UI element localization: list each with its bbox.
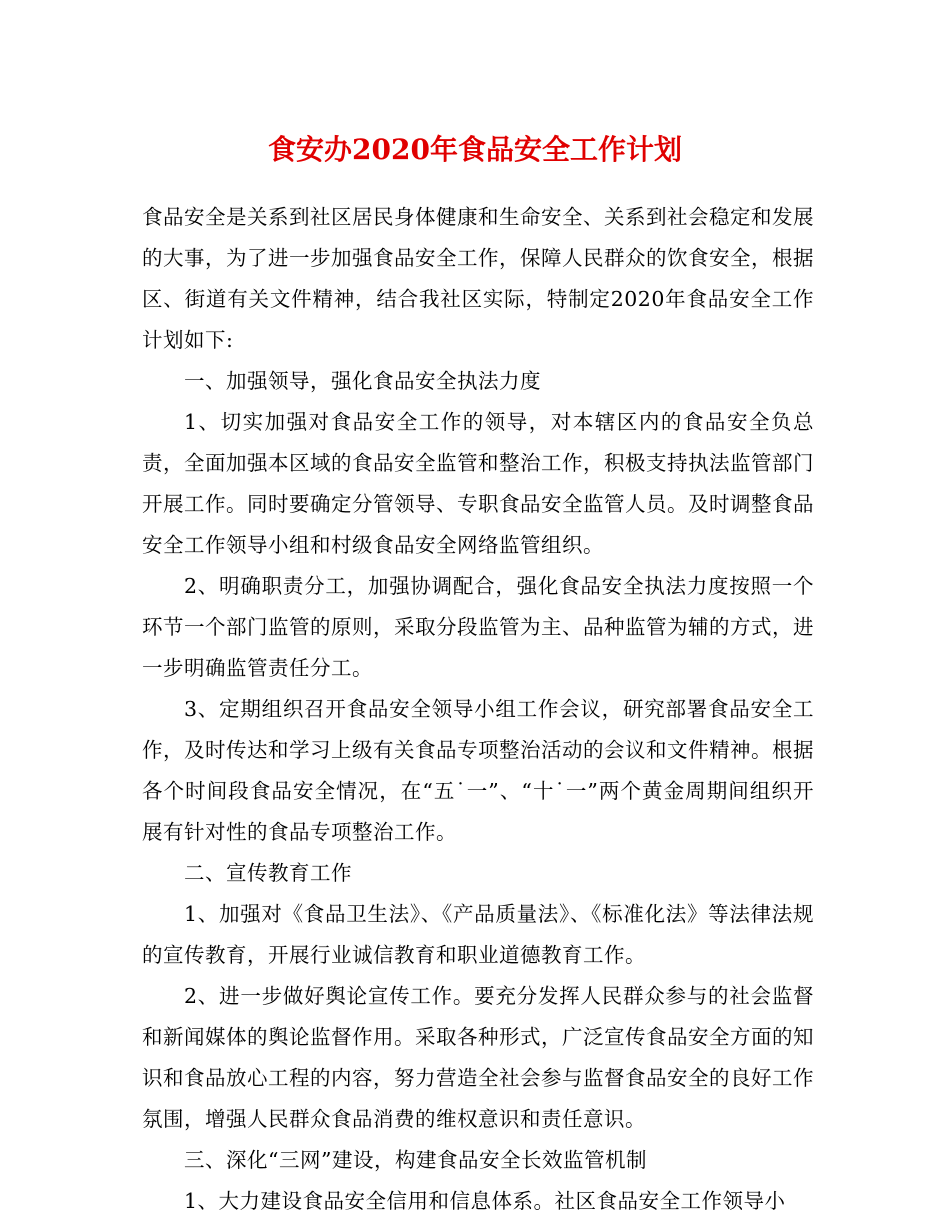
paragraph-1-2: 2、明确职责分工，加强协调配合，强化食品安全执法力度按照一个环节一个部门监管的原则，采取分段监管为主、品种监管为辅的方式，进一步明确监管责任分工。: [142, 574, 814, 680]
section-heading-2: 二、宣传教育工作: [184, 861, 352, 885]
section-heading-3: 三、深化“三网”建设，构建食品安全长效监管机制: [184, 1148, 647, 1172]
paragraph-3-1: 1、大力建设食品安全信用和信息体系。社区食品安全工作领导小: [184, 1189, 786, 1213]
paragraph-2-1: 1、加强对《食品卫生法》、《产品质量法》、《标准化法》等法律法规的宣传教育，开展行业诚信教育和职业道德教育工作。: [142, 902, 814, 967]
section-heading-1: 一、加强领导，强化食品安全执法力度: [184, 369, 541, 393]
document-title: 食安办2020年食品安全工作计划: [268, 133, 682, 166]
paragraph-1-3: 3、定期组织召开食品安全领导小组工作会议，研究部署食品安全工作，及时传达和学习上级有关食品专项整治活动的会议和文件精神。根据各个时间段食品安全情况，在“五˙一”、“十˙一”两个黄金周期间组织开展有针对性的食品专项整治工作。: [142, 697, 814, 844]
paragraph-2-2: 2、进一步做好舆论宣传工作。要充分发挥人民群众参与的社会监督和新闻媒体的舆论监督作用。采取各种形式，广泛宣传食品安全方面的知识和食品放心工程的内容，努力营造全社会参与监督食品安全的良好工作氛围，增强人民群众食品消费的维权意识和责任意识。: [142, 984, 814, 1131]
paragraph-1-1: 1、切实加强对食品安全工作的领导，对本辖区内的食品安全负总责，全面加强本区域的食品安全监管和整治工作，积极支持执法监管部门开展工作。同时要确定分管领导、专职食品安全监管人员。及时调整食品安全工作领导小组和村级食品安全网络监管组织。: [142, 410, 814, 557]
document-body: [142, 197, 814, 1222]
intro-paragraph: 食品安全是关系到社区居民身体健康和生命安全、关系到社会稳定和发展的大事，为了进一步加强食品安全工作，保障人民群众的饮食安全，根据区、街道有关文件精神，结合我社区实际，特制定2020年食品安全工作计划如下:: [142, 205, 814, 352]
